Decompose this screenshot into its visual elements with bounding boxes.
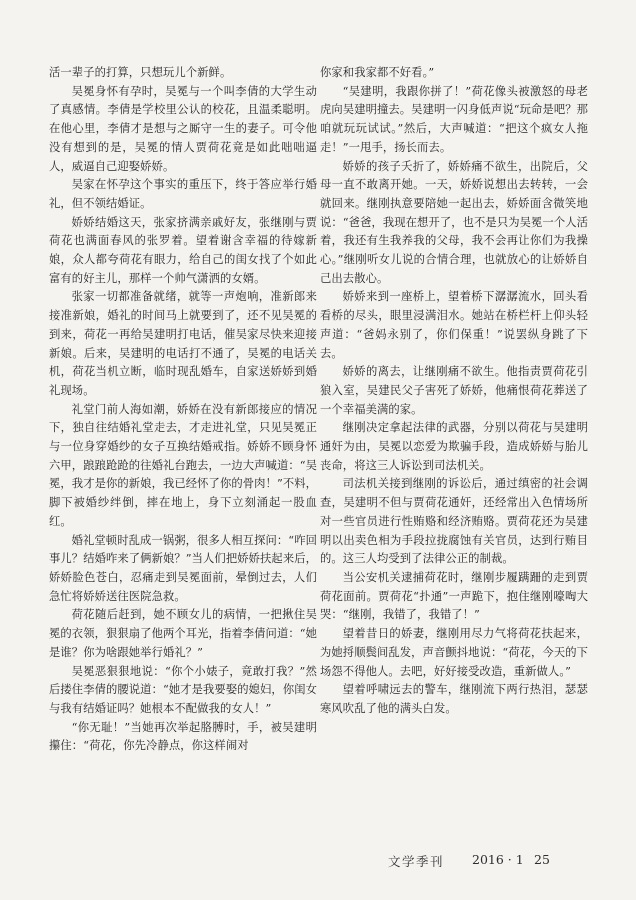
issue-number: 2016 · 1 [472,852,524,867]
paragraph: 继刚决定拿起法律的武器，分别以荷花与吴建明通奸为由，吴冕以恋爱为欺骗手段，造成娇娇与胎儿丧命，将这三人诉讼到司法机关。 [320,421,588,472]
paragraph: 娇娇的孩子夭折了，娇娇痛不欲生，出院后，父母一直不敢离开她。一天，娇娇说想出去转转，一会就回来。继刚执意要陪她一起出去，娇娇面含微笑地说：“爸爸，我现在想开了，也不是只为吴冕一个人活着，我还有生我养我的父母，我不会再让你们为我操心。”继刚听女儿说的合情合理，也就放心的让娇娇自己出去散心。 [320,159,589,285]
paragraph: 娇娇来到一座桥上，望着桥下潺潺流水，回头看看桥的尽头，眼里浸满泪水。她站在桥栏杆上仰头轻声道：“爸妈永别了，你们保重！”说罢纵身跳了下去。 [320,290,588,360]
paragraph: 你家和我家都不好看。” [320,66,435,79]
paragraph: 吴家在怀孕这个事实的重压下，终于答应举行婚礼，但不领结婚证。 [49,178,317,210]
paragraph: 张家一切都准备就绪，就等一声炮响，准新郎来接准新娘，婚礼的时间马上就要到了，还不见吴冕的到来，荷花一再给吴建明打电话，催吴家尽快来迎接新娘。后来，吴建明的电话打不通了，吴冕的电话关机，荷花当机立断，临时现乱婚车，自家送娇娇到婚礼现场。 [49,290,317,397]
page-number: 25 [534,852,550,867]
paragraph: 礼堂门前人海如潮，娇娇在没有新郎接应的情况下，独自往结婚礼堂走去，才走进礼堂，只见吴冕正与一位身穿婚纱的女子互换结婚戒指。娇娇不顾身怀六甲，踉踉跄跄的往婚礼台跑去，一边大声喊道：“吴冕，我才是你的新娘，我已经怀了你的骨肉！”不料，脚下被婚纱绊倒，摔在地上，身下立刻涌起一股血红。 [49,402,318,528]
paragraph: 婚礼堂顿时乱成一锅粥，很多人相互探问：“咋回事儿？结婚咋来了俩新娘？”当人们把娇娇扶起来后，娇娇脸色苍白，忍痛走到吴冕面前，晕倒过去，人们急忙将娇娇送往医院急救。 [49,533,318,603]
paragraph: 娇娇结婚这天，张家挤满亲戚好友，张继刚与贾荷花也满面春风的张罗着。望着谢含幸福的待嫁新娘，众人都夸荷花有眼力，给自己的闺女找了个如此富有的好主儿，那样一个帅气潇洒的女婿。 [49,215,317,285]
paragraph: 司法机关接到继刚的诉讼后，通过缜密的社会调查，吴建明不但与贾荷花通奸，还经常出入色情场所对一些官员进行性贿赂和经济贿赂。贾荷花还为吴建明以出卖色相为手段拉拢腐蚀有关官员，达到行贿目的。这三人均受到了法律公正的制裁。 [320,477,588,566]
paragraph: 望着昔日的娇妻，继刚用尽力气将荷花扶起来，为她捋顺鬓间乱发，声音颤抖地说：“荷花，今天的下场怨不得他人。去吧，好好接受改造，重新做人。” [320,627,589,678]
paragraph: 吴冕恶狠狠地说：“你个小婊子，竟敢打我？”然后搂住李倩的腰说道：“她才是我要娶的媳妇，你闺女与我有结婚证吗？她根本不配做我的女人！” [49,664,318,715]
paragraph: 望着呼啸远去的警车，继刚流下两行热泪，瑟瑟寒风吹乱了他的满头白发。 [320,683,588,715]
paragraph: 荷花随后赶到，她不顾女儿的病情，一把揪住吴冕的衣领，狠狠扇了他两个耳光，指着李倩问道：“她是谁？你为啥跟她举行婚礼？” [49,608,318,659]
right-text-column [320,64,588,719]
paragraph: 吴冕身怀有孕时，吴冕与一个叫李倩的大学生动了真感情。李倩是学校里公认的校花，且温柔聪明。在他心里，李倩才是想与之厮守一生的妻子。可令他没有想到的是，吴冕的情人贾荷花竟是如此咄咄逼人，威逼自己迎娶娇娇。 [49,84,317,173]
page-footer [388,852,588,872]
paragraph: “吴建明，我跟你拼了！”荷花像头被激怒的母老虎向吴建明撞去。吴建明一闪身低声说“玩命是吧？那咱就玩玩试试。”然后，大声喊道：“把这个疯女人拖走！”一甩手，扬长而去。 [320,84,589,154]
paragraph: 当公安机关逮捕荷花时，继刚步履蹒跚的走到贾荷花面前。贾荷花“扑通”一声跪下，抱住继刚嚎啕大哭：“继刚，我错了，我错了！” [320,570,588,622]
left-text-column [49,64,317,756]
paragraph: 娇娇的离去，让继刚痛不欲生。他指责贾荷花引狼入室，吴建民父子害死了娇娇，他痛恨荷花葬送了一个幸福美满的家。 [320,365,588,416]
paragraph: 活一辈子的打算，只想玩儿个新鲜。 [49,66,232,79]
magazine-title: 文学季刊 [388,854,445,869]
paragraph: “你无耻！”当她再次举起胳膊时，手，被吴建明攥住：“荷花，你先冷静点，你这样闹对 [49,720,317,753]
